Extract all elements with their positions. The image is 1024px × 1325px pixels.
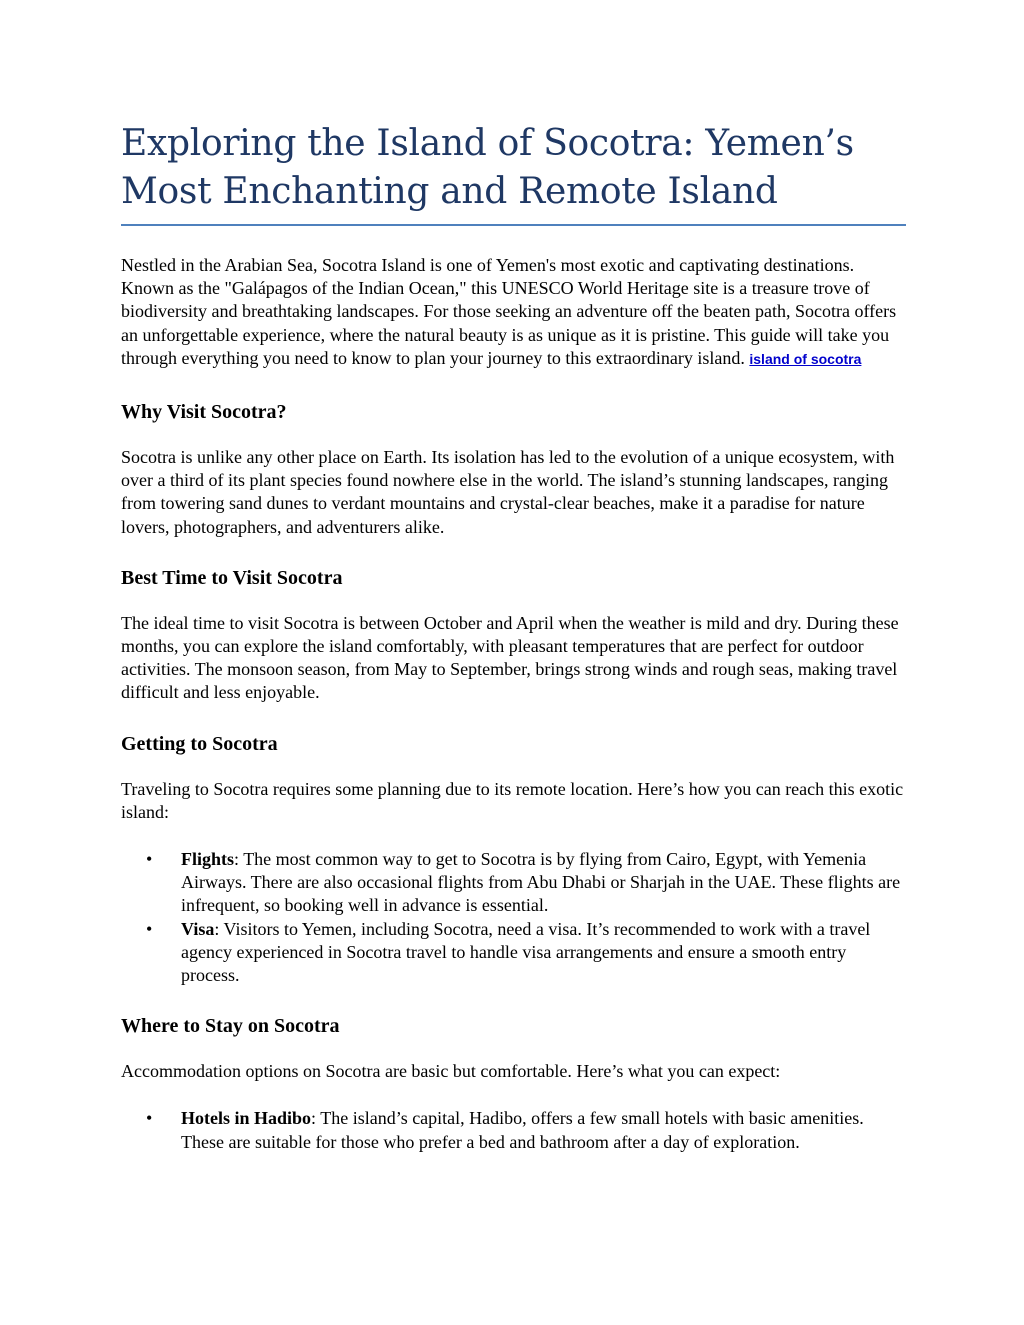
getting-to-list	[121, 848, 906, 987]
title-line-1: Exploring the Island of Socotra: Yemen’s	[121, 123, 854, 164]
intro-text: Nestled in the Arabian Sea, Socotra Island is one of Yemen's most exotic and captivating destinations. Known as the "Galápagos of the Indian Ocean," this UNESCO World Heritage site is a treasure trove of biodiversity and breathtaking landscapes. For those seeking an adventure off the beaten path, Socotra offers an unforgettable experience, where the natural beauty is as unique as it is pristine. This guide will take you through everything you need to know to plan your journey to this extraordinary island.	[121, 255, 897, 368]
getting-to-paragraph: Traveling to Socotra requires some planning due to its remote location. Here’s how you can reach this exotic island:	[121, 778, 904, 822]
where-to-stay-paragraph: Accommodation options on Socotra are basic but comfortable. Here’s what you can expect:	[121, 1061, 781, 1082]
bullet-icon: •	[146, 918, 153, 939]
list-item-text: : Visitors to Yemen, including Socotra, need a visa. It’s recommended to work with a travel agency experienced in Socotra travel to handle visa arrangements and ensure a smooth entry process.	[181, 918, 871, 986]
heading-where-to-stay: Where to Stay on Socotra	[121, 1015, 340, 1038]
bullet-icon: •	[146, 849, 153, 870]
heading-why-visit: Why Visit Socotra?	[121, 401, 287, 424]
list-item-term: Hotels in Hadibo	[181, 1108, 312, 1129]
where-to-stay-list	[121, 1107, 906, 1153]
title-line-2: Most Enchanting and Remote Island	[121, 171, 778, 212]
bullet-icon: •	[146, 1108, 153, 1129]
best-time-paragraph: The ideal time to visit Socotra is between October and April when the weather is mild and dry. During these months, you can explore the island comfortably, with pleasant temperatures that are perfect for outdoor activities. The monsoon season, from May to September, brings strong winds and rough seas, making travel difficult and less enjoyable.	[121, 612, 899, 703]
page-title	[121, 120, 906, 216]
list-item-visa	[146, 918, 906, 988]
why-visit-paragraph: Socotra is unlike any other place on Earth. Its isolation has led to the evolution of a unique ecosystem, with over a third of its plant species found nowhere else in the world. The island’s stunning landscapes, ranging from towering sand dunes to verdant mountains and crystal-clear beaches, make it a paradise for nature lovers, photographers, and adventurers alike.	[121, 447, 895, 537]
title-divider	[121, 224, 906, 226]
heading-getting-to: Getting to Socotra	[121, 732, 278, 755]
list-item-term: Visa	[181, 918, 215, 939]
document-page	[121, 120, 906, 1154]
heading-best-time: Best Time to Visit Socotra	[121, 566, 343, 589]
list-item-flights	[146, 848, 906, 918]
list-item-term: Flights	[181, 849, 235, 870]
list-item-hotels	[146, 1107, 906, 1153]
island-of-socotra-link[interactable]: island of socotra	[749, 350, 862, 367]
list-item-text: : The most common way to get to Socotra is by flying from Cairo, Egypt, with Yemenia Airways. There are also occasional flights from Abu Dhabi or Sharjah in the UAE. These flights are infrequent, so booking well in advance is essential.	[181, 849, 901, 916]
list-item-text: : The island’s capital, Hadibo, offers a few small hotels with basic amenities. These are suitable for those who prefer a bed and bathroom after a day of exploration.	[181, 1108, 864, 1152]
intro-paragraph	[121, 254, 906, 371]
